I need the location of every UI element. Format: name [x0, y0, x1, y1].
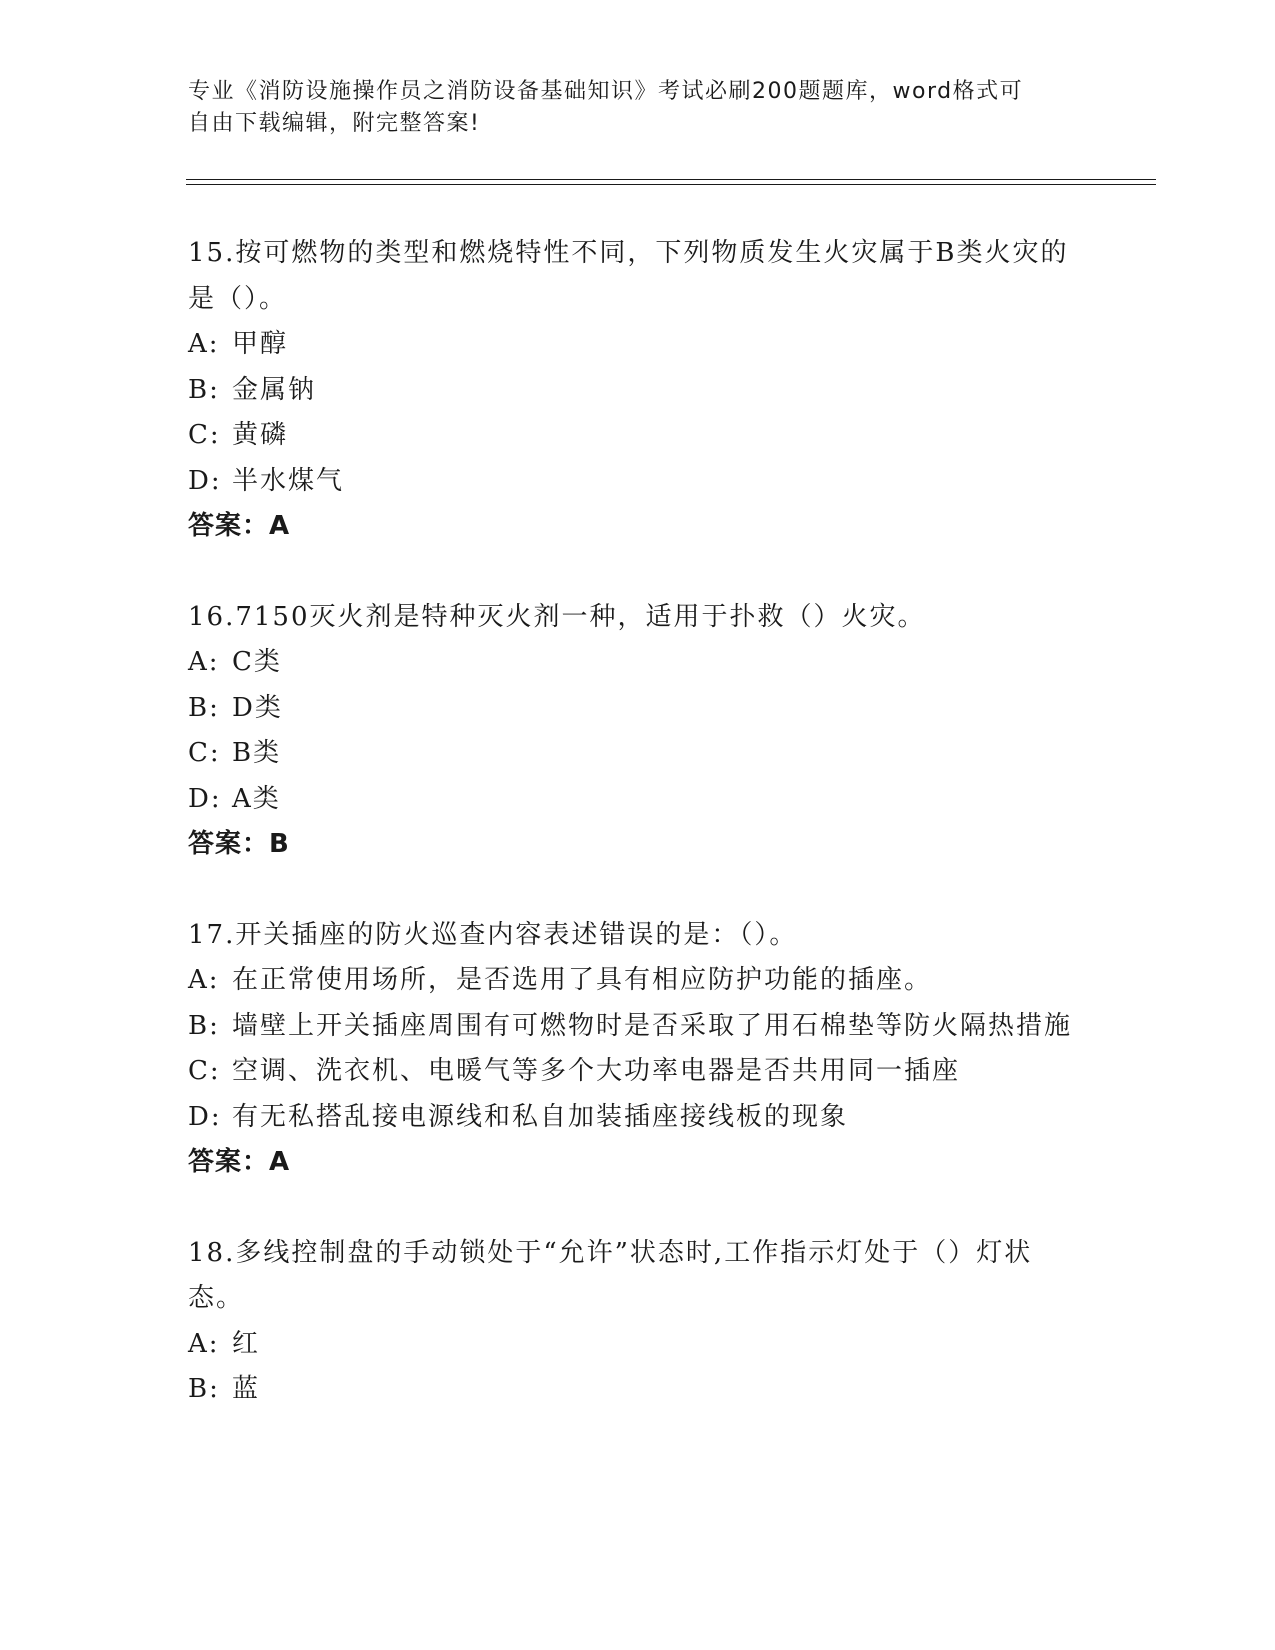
option-text: C类 [232, 647, 282, 677]
question-stem: 16.7150灭火剂是特种灭火剂一种，适用于扑救（）火灾。 [188, 601, 926, 632]
answer-line: 答案：A [188, 1147, 291, 1177]
question-16 [188, 595, 1088, 868]
question-list [188, 231, 1088, 1413]
option-letter: D: [188, 1101, 222, 1132]
option-c [188, 413, 1088, 459]
option-a [188, 640, 1088, 686]
option-letter: D: [188, 783, 222, 814]
option-text: 空调、洗衣机、电暖气等多个大功率电器是否共用同一插座 [232, 1056, 961, 1086]
header-divider-bottom [186, 184, 1156, 185]
option-text: A类 [232, 783, 281, 814]
option-d [188, 459, 1088, 505]
option-text: 墙壁上开关插座周围有可燃物时是否采取了用石棉垫等防火隔热措施 [232, 1010, 1073, 1041]
option-text: 有无私搭乱接电源线和私自加装插座接线板的现象 [232, 1101, 849, 1132]
option-text: 红 [232, 1328, 261, 1359]
option-letter: B: [188, 1010, 220, 1041]
header-divider-top [186, 179, 1156, 180]
option-text: B类 [232, 738, 282, 768]
option-letter: D: [188, 465, 222, 496]
header-line-1: 专业《消防设施操作员之消防设备基础知识》考试必刷200题题库，word格式可 [188, 79, 1024, 104]
option-a [188, 1322, 1088, 1368]
option-b [188, 1367, 1088, 1413]
question-stem: 18.多线控制盘的手动锁处于“允许”状态时,工作指示灯处于（）灯状态。 [188, 1237, 1033, 1313]
option-text: 黄磷 [232, 420, 289, 450]
option-c [188, 731, 1088, 777]
option-letter: C: [188, 738, 221, 768]
answer-line: 答案：B [188, 829, 290, 859]
option-a [188, 958, 1088, 1004]
option-letter: A: [188, 1328, 220, 1359]
option-b [188, 1004, 1088, 1050]
document-header [188, 76, 1088, 140]
option-letter: B: [188, 692, 220, 723]
option-letter: A: [188, 329, 220, 359]
option-text: D类 [232, 692, 283, 723]
option-d [188, 777, 1088, 823]
question-18 [188, 1231, 1088, 1413]
option-letter: B: [188, 1374, 220, 1404]
option-text: 金属钠 [232, 374, 317, 405]
option-letter: A: [188, 965, 220, 995]
option-letter: C: [188, 1056, 221, 1086]
question-15 [188, 231, 1088, 550]
question-stem: 15.按可燃物的类型和燃烧特性不同，下列物质发生火灾属于B类火灾的是（）。 [188, 238, 1069, 314]
option-b [188, 686, 1088, 732]
option-text: 半水煤气 [232, 465, 345, 496]
option-letter: C: [188, 420, 221, 450]
option-a [188, 322, 1088, 368]
option-text: 在正常使用场所，是否选用了具有相应防护功能的插座。 [232, 965, 933, 995]
option-letter: B: [188, 374, 220, 405]
option-text: 甲醇 [232, 329, 289, 359]
question-stem: 17.开关插座的防火巡查内容表述错误的是：（）。 [188, 919, 798, 950]
answer-line: 答案：A [188, 511, 291, 541]
option-b [188, 368, 1088, 414]
option-c [188, 1049, 1088, 1095]
option-d [188, 1095, 1088, 1141]
header-line-2: 自由下载编辑，附完整答案! [188, 111, 481, 136]
option-text: 蓝 [232, 1374, 261, 1404]
question-17 [188, 913, 1088, 1186]
option-letter: A: [188, 647, 220, 677]
